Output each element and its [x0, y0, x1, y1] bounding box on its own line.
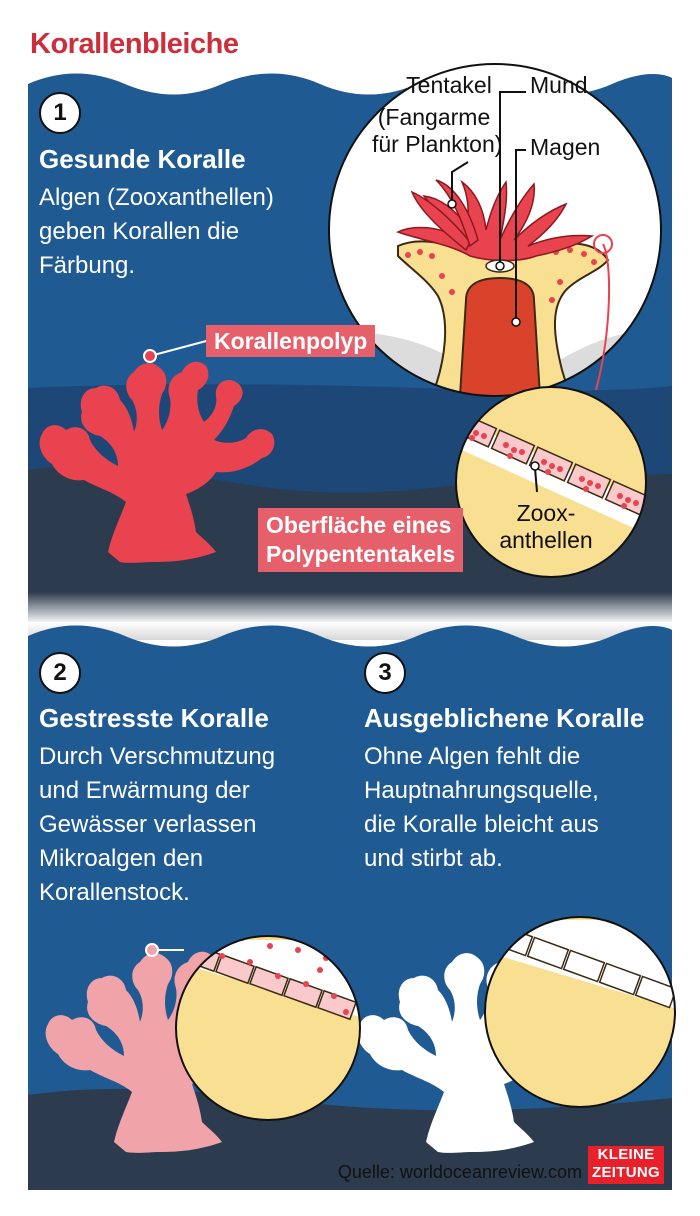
section-1-line: geben Korallen die [39, 218, 240, 245]
label-tentacle-line: für Plankton) [372, 131, 503, 157]
label-stomach: Magen [530, 134, 601, 160]
section-3-heading: Ausgeblichene Koralle [364, 703, 645, 733]
label-surface-line: Oberfläche eines [266, 512, 452, 538]
section-2-heading: Gestresste Koralle [39, 703, 269, 733]
page-title: Korallenbleiche [30, 28, 239, 60]
section-3-text [364, 740, 599, 876]
section-3-number: 3 [364, 652, 406, 694]
section-2-line: Durch Verschmutzung [39, 743, 276, 770]
logo-line: ZEITUNG [592, 1164, 660, 1181]
label-surface-line: Polypententakels [266, 541, 456, 567]
section-1-number: 1 [39, 92, 81, 134]
label-tentacle-line: Tentakel [406, 72, 492, 98]
label-surface [258, 508, 463, 572]
publisher-logo [588, 1146, 664, 1184]
section-2-line: Korallenstock. [39, 879, 190, 906]
label-tentacle-line: (Fangarme [377, 104, 491, 130]
label-zoox-line: Zoox- [516, 500, 576, 526]
section-3-line: Ohne Algen fehlt die [364, 743, 581, 770]
section-3-line: und stirbt ab. [364, 845, 503, 872]
logo-line: KLEINE [597, 1146, 655, 1163]
label-zoox-line: anthellen [499, 527, 593, 553]
section-2-line: und Erwärmung der [39, 777, 250, 804]
section-2-text [39, 740, 275, 910]
section-1-line: Algen (Zooxanthellen) [39, 184, 274, 211]
section-2-line: Gewässer verlassen [39, 811, 257, 838]
section-3-line: die Koralle bleicht aus [364, 811, 599, 838]
label-polyp: Korallenpolyp [206, 325, 375, 357]
source-credit: Quelle: worldoceanreview.com [337, 1162, 582, 1182]
section-3-line: Hauptnahrungsquelle, [364, 777, 599, 804]
section-1-line: Färbung. [39, 252, 136, 279]
label-tentacle [392, 72, 506, 99]
section-1-heading: Gesunde Koralle [39, 144, 246, 174]
section-2-line: Mikroalgen den [39, 845, 204, 872]
label-tentacle-detail [372, 104, 503, 158]
section-2-number: 2 [39, 652, 81, 694]
label-mouth: Mund [530, 72, 588, 98]
section-1-text [39, 181, 274, 283]
label-zooxanthellae [496, 500, 596, 554]
